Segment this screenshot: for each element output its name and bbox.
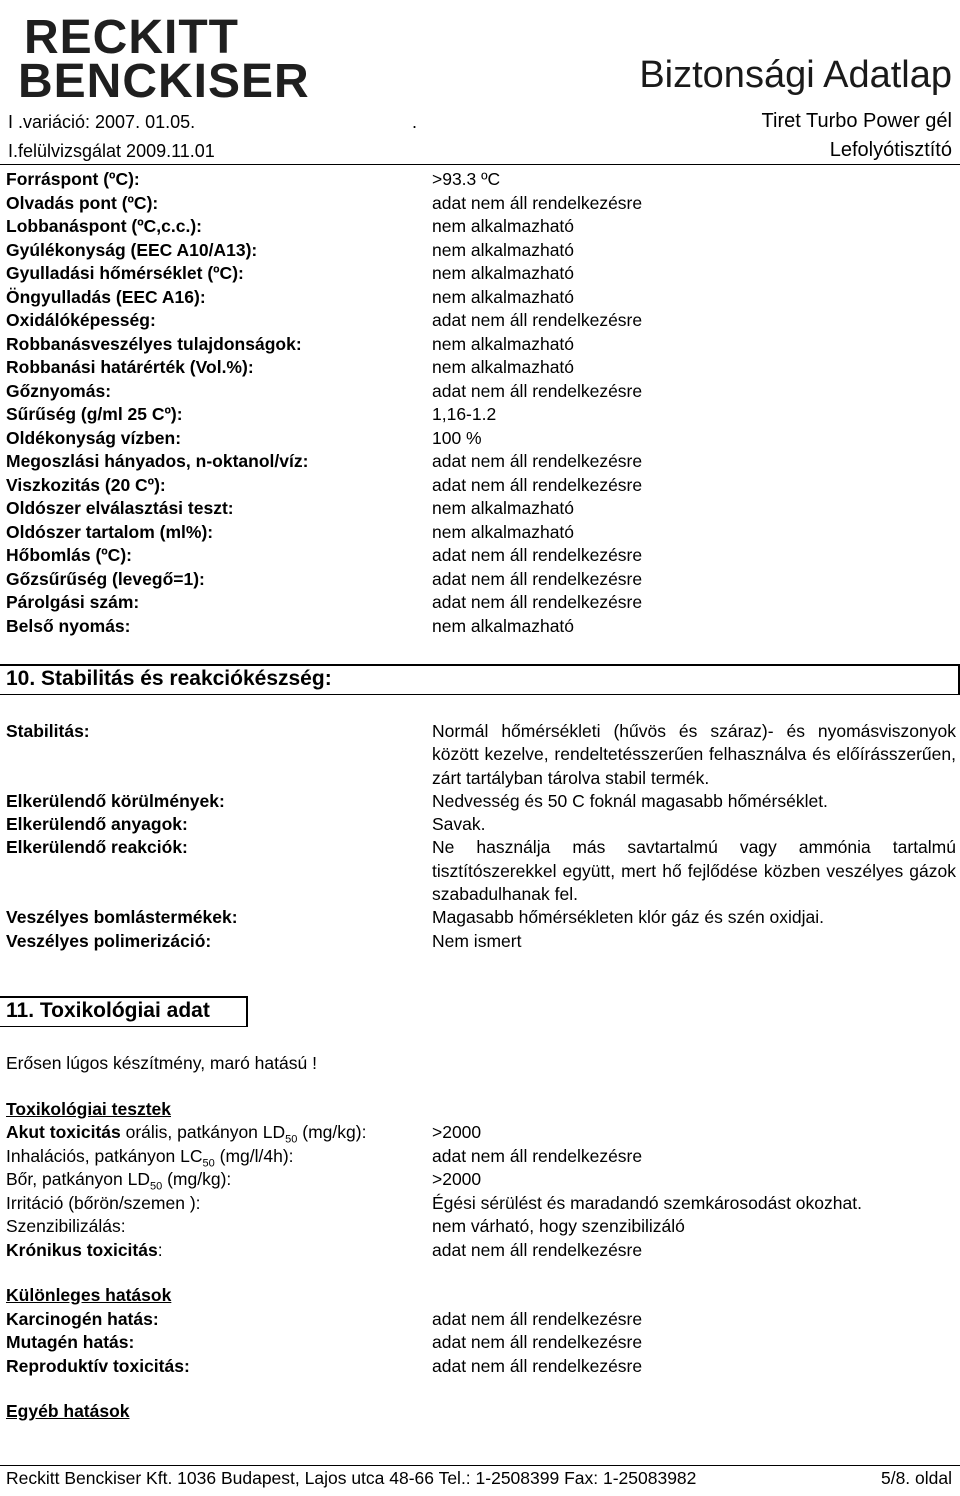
property-label: Gyulladási hőmérséklet (ºC): [6, 263, 244, 283]
property-row [6, 497, 956, 521]
decomposition-label: Veszélyes bomlástermékek: [6, 907, 238, 928]
conditions-value: Nedvesség és 50 C foknál magasabb hőmérséklet. [432, 790, 828, 811]
variation-date: I .variáció: 2007. 01.05. [8, 112, 196, 132]
reckitt-benckiser-logo [18, 8, 310, 108]
materials-label: Elkerülendő anyagok: [6, 814, 188, 835]
property-row [6, 427, 956, 451]
property-row [6, 356, 956, 380]
property-label: Gyúlékonyság (EEC A10/A13): [6, 239, 258, 260]
property-label: Párolgási szám: [6, 592, 140, 612]
acute-value: >2000 [432, 1122, 482, 1142]
property-value: adat nem áll rendelkezésre [432, 568, 643, 589]
carcinogen-row [6, 1308, 956, 1332]
property-label: Hőbomlás (ºC): [6, 545, 132, 565]
property-row [6, 215, 956, 239]
property-value: nem alkalmazható [432, 333, 575, 354]
tests-heading: Toxikológiai tesztek [6, 1098, 171, 1119]
stability-value: Normál hőmérsékleti (hűvös és száraz)- és nyomásviszonyok között kezelve, rendeltetésszerűen felhasználva és előírásszerűen, zárt tartályban tárolva stabil termék. [432, 721, 956, 788]
mutagen-value: adat nem áll rendelkezésre [432, 1332, 643, 1352]
property-row [6, 286, 956, 310]
chronic-colon: : [157, 1239, 163, 1260]
property-row [6, 380, 956, 404]
property-value: >93.3 ºC [432, 169, 501, 189]
property-row [6, 333, 956, 357]
property-label: Olvadás pont (ºC): [6, 192, 159, 213]
spacer [6, 1262, 956, 1284]
mutagen-label: Mutagén hatás: [6, 1332, 135, 1352]
page-header [0, 0, 960, 170]
decomposition-row [6, 906, 956, 929]
sensitization-value: nem várható, hogy szenzibilizáló [432, 1216, 685, 1236]
property-value: nem alkalmazható [432, 521, 575, 542]
property-row [6, 591, 956, 615]
polymerization-label: Veszélyes polimerizáció: [6, 930, 212, 951]
property-label: Robbanásveszélyes tulajdonságok: [6, 333, 302, 354]
property-label: Sűrűség (g/ml 25 Cº): [6, 404, 183, 424]
toxicology-section [6, 1052, 956, 1424]
spacer [6, 1076, 956, 1098]
property-row [6, 568, 956, 592]
property-row [6, 544, 956, 568]
property-row [6, 192, 956, 216]
property-row [6, 450, 956, 474]
inhalation-row [6, 1145, 956, 1169]
property-label: Oldószer tartalom (ml%): [6, 521, 214, 542]
property-value: adat nem áll rendelkezésre [432, 545, 643, 565]
stability-section [6, 720, 956, 953]
skin-row [6, 1168, 956, 1192]
stability-row [6, 720, 956, 790]
property-value: nem alkalmazható [432, 263, 575, 283]
property-value: adat nem áll rendelkezésre [432, 192, 643, 213]
inhalation-sub: 50 [202, 1157, 215, 1169]
property-label: Robbanási határérték (Vol.%): [6, 357, 254, 377]
property-value: adat nem áll rendelkezésre [432, 451, 643, 471]
inhalation-unit: (mg/l/4h): [214, 1145, 294, 1166]
property-value: adat nem áll rendelkezésre [432, 380, 643, 401]
header-dot: . [412, 112, 418, 132]
acute-text: orális, patkányon LD [120, 1122, 286, 1142]
other-heading-row [6, 1400, 956, 1424]
property-row [6, 168, 956, 192]
inhalation-text: Inhalációs, patkányon LC [6, 1145, 203, 1166]
physical-properties-list [6, 168, 956, 638]
spacer [6, 1378, 956, 1400]
property-label: Belső nyomás: [6, 615, 131, 636]
chronic-value: adat nem áll rendelkezésre [432, 1239, 643, 1260]
property-label: Oxidálóképesség: [6, 310, 156, 330]
irritation-row [6, 1192, 956, 1216]
inhalation-value: adat nem áll rendelkezésre [432, 1145, 643, 1166]
review-date: I.felülvizsgálat 2009.11.01 [8, 141, 215, 161]
conditions-label: Elkerülendő körülmények: [6, 790, 225, 811]
other-effects-heading: Egyéb hatások [6, 1401, 130, 1421]
product-type: Lefolyótisztító [829, 139, 952, 161]
property-label: Oldószer elválasztási teszt: [6, 498, 234, 518]
tox-intro: Erősen lúgos készítmény, maró hatású ! [6, 1053, 317, 1073]
property-row [6, 615, 956, 639]
logo-line-2: BENCKISER [18, 55, 310, 108]
property-label: Oldékonyság vízben: [6, 427, 182, 448]
property-label: Gőzsűrűség (levegő=1): [6, 568, 205, 589]
skin-unit: (mg/kg): [162, 1169, 232, 1189]
special-heading-row [6, 1284, 956, 1308]
property-row [6, 403, 956, 427]
reactions-value: Ne használja más savtartalmú vagy ammónia tartalmú tisztítószerekkel együtt, mert hő fejlődése közben veszélyes gázok szabadulhanak fel. [432, 837, 956, 905]
property-value: 100 % [432, 427, 482, 448]
polymerization-value: Nem ismert [432, 930, 522, 951]
property-value: nem alkalmazható [432, 498, 575, 518]
conditions-row [6, 790, 956, 813]
skin-sub: 50 [149, 1180, 163, 1193]
polymerization-row [6, 930, 956, 953]
chronic-label [6, 1239, 163, 1263]
property-row [6, 309, 956, 333]
reproductive-row [6, 1355, 956, 1379]
mutagen-row [6, 1331, 956, 1355]
section-11-title: 11. Toxikológiai adat [6, 999, 210, 1022]
property-value: adat nem áll rendelkezésre [432, 592, 643, 612]
tests-heading-row [6, 1098, 956, 1122]
property-value: nem alkalmazható [432, 357, 575, 377]
property-value: nem alkalmazható [432, 216, 575, 236]
reproductive-value: adat nem áll rendelkezésre [432, 1355, 643, 1376]
property-value: nem alkalmazható [432, 286, 575, 307]
property-label: Öngyulladás (EEC A16): [6, 286, 206, 307]
chronic-bold: Krónikus toxicitás [6, 1239, 158, 1260]
property-value: nem alkalmazható [432, 239, 575, 260]
materials-row [6, 813, 956, 836]
footer-divider [0, 1465, 960, 1466]
sensitization-row [6, 1215, 956, 1239]
irritation-value: Égési sérülést és maradandó szemkárosodást okozhat. [432, 1192, 862, 1213]
property-label: Lobbanáspont (ºC,c.c.): [6, 216, 202, 236]
chronic-row [6, 1239, 956, 1263]
property-row [6, 521, 956, 545]
reactions-row [6, 836, 956, 906]
property-value: nem alkalmazható [432, 615, 575, 636]
reproductive-label: Reproduktív toxicitás: [6, 1355, 190, 1376]
property-label: Forráspont (ºC): [6, 169, 140, 189]
header-divider [0, 164, 960, 165]
property-value: adat nem áll rendelkezésre [432, 474, 643, 495]
tox-intro-row [6, 1052, 956, 1076]
skin-text: Bőr, patkányon LD [6, 1169, 150, 1189]
property-label: Megoszlási hányados, n-oktanol/víz: [6, 451, 309, 471]
property-label: Viszkozitás (20 Cº): [6, 474, 166, 495]
product-name: Tiret Turbo Power gél [761, 110, 952, 132]
section-10-title: 10. Stabilitás és reakciókészség: [6, 667, 332, 690]
footer-page-number: 5/8. oldal [880, 1468, 952, 1488]
decomposition-value: Magasabb hőmérsékleten klór gáz és szén oxidjai. [432, 907, 825, 928]
document-title: Biztonsági Adatlap [639, 54, 952, 96]
acute-bold: Akut toxicitás [6, 1122, 121, 1142]
sensitization-label: Szenzibilizálás: [6, 1216, 126, 1236]
property-row [6, 474, 956, 498]
property-value: adat nem áll rendelkezésre [432, 310, 643, 330]
stability-label: Stabilitás: [6, 721, 90, 741]
irritation-label: Irritáció (bőrön/szemen ): [6, 1192, 201, 1213]
skin-value: >2000 [432, 1169, 482, 1189]
acute-unit: (mg/kg): [297, 1122, 367, 1142]
reactions-label: Elkerülendő reakciók: [6, 837, 188, 858]
logo-line-1: RECKITT [24, 11, 239, 64]
property-row [6, 239, 956, 263]
property-label: Gőznyomás: [6, 380, 112, 401]
acute-row [6, 1121, 956, 1145]
carcinogen-value: adat nem áll rendelkezésre [432, 1308, 643, 1329]
acute-sub: 50 [285, 1133, 298, 1146]
footer-company: Reckitt Benckiser Kft. 1036 Budapest, Lajos utca 48-66 Tel.: 1-2508399 Fax: 1-25083982 [6, 1468, 697, 1488]
property-row [6, 262, 956, 286]
special-heading: Különleges hatások [6, 1285, 172, 1305]
carcinogen-label: Karcinogén hatás: [6, 1308, 159, 1329]
property-value: 1,16-1.2 [432, 404, 497, 424]
materials-value: Savak. [432, 814, 486, 835]
